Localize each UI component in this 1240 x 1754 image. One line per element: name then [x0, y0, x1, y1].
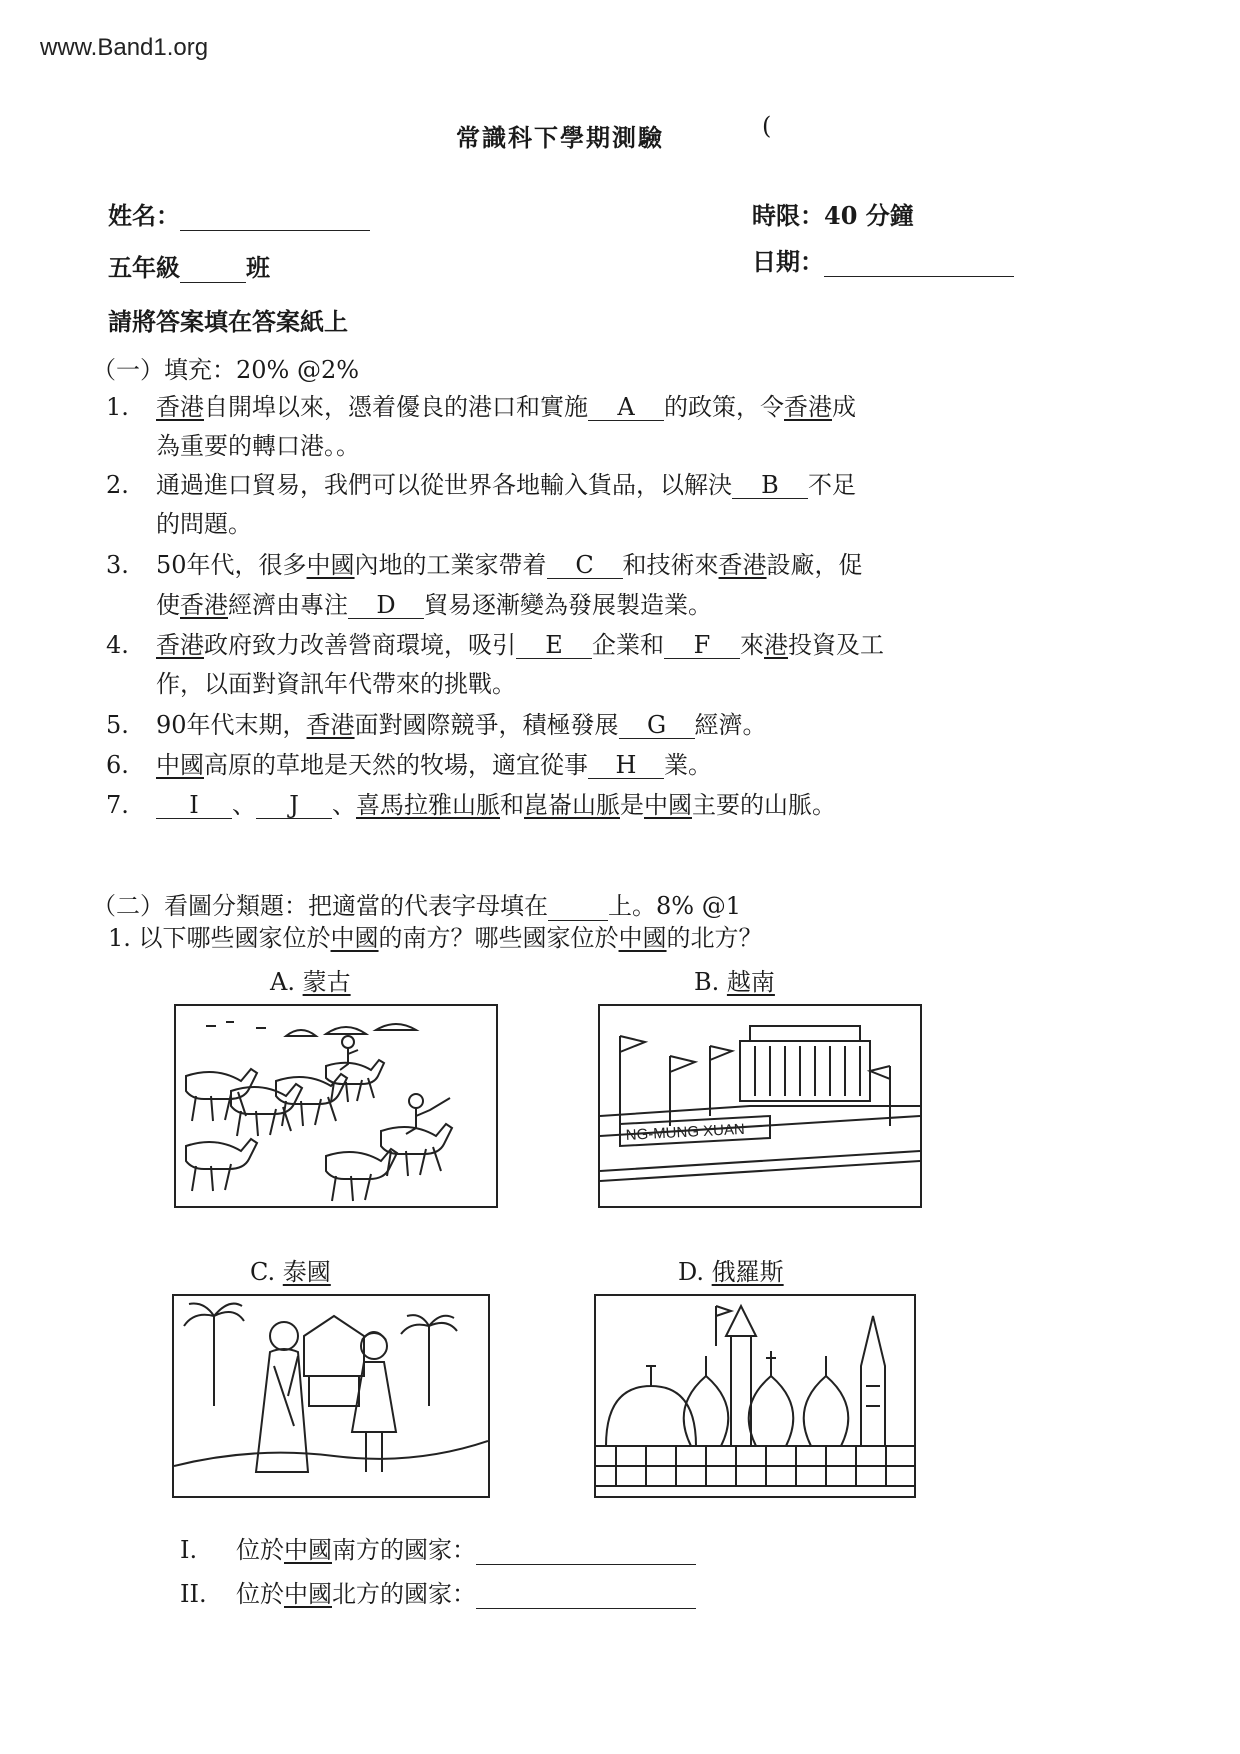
blank-h[interactable]: H [588, 752, 664, 779]
site-watermark: www.Band1.org [40, 34, 209, 61]
answer-south-number: I. [180, 1536, 198, 1564]
q3-hk2: 香港 [180, 591, 228, 619]
yurt-icon [286, 1024, 416, 1036]
section1-heading: （一）填充：20% @2% [92, 356, 360, 384]
q5-number: 5. [106, 711, 129, 739]
q2-number: 2. [106, 471, 129, 499]
caption-c-country: 泰國 [282, 1258, 331, 1286]
caption-b-country: 越南 [726, 968, 775, 996]
answer-north [180, 1574, 696, 1609]
question-2 [106, 472, 856, 499]
q3-text5: 使 [156, 591, 180, 619]
caption-b-letter: B. [694, 968, 720, 996]
q6-china: 中國 [156, 751, 204, 779]
question-3-line2 [156, 592, 712, 619]
q7-himalaya: 喜馬拉雅山脈 [356, 791, 500, 819]
time-limit: 時限：40 分鐘 [752, 201, 914, 230]
s2q-china1: 中國 [330, 924, 379, 952]
blank-i[interactable]: I [156, 792, 232, 819]
q7-is: 是 [620, 791, 644, 819]
cloud-icon [206, 1022, 266, 1028]
section2-heading-a: （二）看圖分類題：把適當的代表字母填在 [92, 892, 548, 920]
blank-a[interactable]: A [588, 394, 664, 421]
caption-c-letter: C. [250, 1258, 276, 1286]
caption-d-letter: D. [678, 1258, 705, 1286]
picture-thailand [172, 1294, 490, 1498]
q1-hk: 香港 [156, 393, 204, 421]
q3-text: 50年代，很多 [156, 551, 307, 579]
q6-text: 高原的草地是天然的牧場，適宜從事 [204, 751, 588, 779]
q5-text3: 經濟。 [694, 711, 767, 739]
flag-icon [870, 1066, 890, 1126]
onion-dome-icon [749, 1351, 794, 1446]
class-suffix: 班 [246, 253, 270, 282]
title-mark: ( [762, 112, 772, 140]
caption-a-letter: A. [270, 968, 295, 996]
picture-russia [594, 1294, 916, 1498]
onion-dome-icon [804, 1356, 849, 1446]
onion-dome-icon [684, 1356, 729, 1446]
question-1 [106, 394, 856, 421]
q4-text: 政府致力改善營商環境，吸引 [204, 631, 516, 659]
blank-d[interactable]: D [348, 592, 424, 619]
picture-mongolia [174, 1004, 498, 1208]
q7-sep2: 、 [332, 791, 356, 819]
caption-a [270, 962, 351, 997]
q4-text4: 投資及工 [788, 631, 884, 659]
q3-hk: 香港 [718, 551, 767, 579]
question-5 [106, 712, 767, 739]
date-field [752, 242, 1014, 277]
blank-f[interactable]: F [664, 632, 740, 659]
answer-north-text2: 北方的國家： [332, 1580, 476, 1608]
q1-number: 1. [106, 393, 129, 421]
q2-text: 通過進口貿易，我們可以從世界各地輸入貨品，以解決 [156, 471, 732, 499]
q3-text7: 貿易逐漸變為發展製造業。 [424, 591, 712, 619]
horse-rider-icon [326, 1036, 384, 1102]
russia-illustration [596, 1296, 914, 1496]
thailand-illustration [174, 1296, 488, 1496]
q7-kunlun: 崑崙山脈 [524, 791, 620, 819]
blank-j[interactable]: J [256, 792, 332, 819]
q1-text2: 的政策，令 [664, 393, 784, 421]
answer-north-blank[interactable] [476, 1580, 696, 1609]
flag-icon [670, 1056, 695, 1126]
q4-port: 港 [764, 631, 788, 659]
section2-heading-blank [548, 892, 608, 921]
caption-d-country: 俄羅斯 [711, 1258, 784, 1286]
q1-text: 自開埠以來，憑着優良的港口和實施 [204, 393, 588, 421]
name-blank[interactable] [180, 202, 370, 231]
mausoleum-sign-text: NG-MUNG XUAN [625, 1120, 746, 1144]
answer-north-number: II. [180, 1580, 207, 1608]
caption-a-country: 蒙古 [302, 968, 351, 996]
q6-number: 6. [106, 751, 129, 779]
question-2-line2: 的問題。 [156, 510, 252, 538]
blank-c[interactable]: C [547, 552, 623, 579]
date-label: 日期： [752, 247, 824, 276]
answer-south-text2: 南方的國家： [332, 1536, 476, 1564]
class-field [108, 248, 270, 283]
section2-heading [92, 886, 741, 921]
s2q-text1: 1. 以下哪些國家位於 [108, 924, 331, 952]
question-4-line2: 作，以面對資訊年代帶來的挑戰。 [156, 670, 516, 698]
q4-hk: 香港 [156, 631, 204, 659]
caption-c [250, 1252, 331, 1287]
q2-text2: 不足 [808, 471, 856, 499]
vietnam-illustration [600, 1006, 920, 1206]
q4-number: 4. [106, 631, 129, 659]
picture-vietnam [598, 1004, 922, 1208]
section2-question [108, 926, 763, 950]
horse-icon [231, 1084, 302, 1136]
palm-tree-icon [401, 1315, 457, 1406]
answer-south [180, 1530, 696, 1565]
caption-b [694, 962, 775, 997]
mausoleum-icon [740, 1026, 870, 1101]
q5-text: 90年代末期， [156, 711, 307, 739]
q7-sep1: 、 [232, 791, 256, 819]
blank-b[interactable]: B [732, 472, 808, 499]
q7-number: 7. [106, 791, 129, 819]
s2q-text2: 的南方？哪些國家位於 [378, 924, 619, 952]
flag-icon [716, 1306, 731, 1346]
q3-china: 中國 [306, 551, 355, 579]
q5-text2: 面對國際競爭，積極發展 [354, 711, 619, 739]
s2q-china2: 中國 [618, 924, 667, 952]
question-4 [106, 632, 884, 659]
name-field [108, 196, 370, 231]
q7-and: 和 [500, 791, 524, 819]
class-blank[interactable] [180, 254, 246, 283]
caption-d [678, 1252, 784, 1287]
question-1-line2: 為重要的轉口港。。 [156, 432, 360, 460]
palm-tree-icon [184, 1304, 244, 1407]
q3-text4: 設廠，促 [766, 551, 863, 579]
question-3 [106, 552, 863, 579]
answer-south-blank[interactable] [476, 1536, 696, 1565]
answer-north-china: 中國 [284, 1580, 332, 1608]
q5-hk: 香港 [306, 711, 355, 739]
tower-icon [726, 1306, 756, 1446]
q3-text2: 內地的工業家帶着 [354, 551, 547, 579]
answer-south-china: 中國 [284, 1536, 332, 1564]
q1-hk2: 香港 [784, 393, 832, 421]
question-6 [106, 752, 712, 779]
blank-e[interactable]: E [516, 632, 592, 659]
q4-text2: 企業和 [592, 631, 664, 659]
q3-text3: 和技術來 [622, 551, 719, 579]
q4-text3: 來 [740, 631, 764, 659]
instruction: 請將答案填在答案紙上 [108, 307, 348, 336]
section2-heading-b: 上。8% @1 [608, 892, 741, 920]
monk-icon [256, 1322, 308, 1472]
question-7 [106, 792, 836, 819]
q7-china: 中國 [644, 791, 692, 819]
q3-text6: 經濟由專注 [228, 591, 348, 619]
q1-text3: 成 [832, 393, 856, 421]
dome-icon [606, 1366, 696, 1446]
name-label: 姓名： [108, 201, 180, 230]
mongolia-illustration [176, 1006, 496, 1206]
horse-icon [186, 1139, 257, 1191]
answer-south-text1: 位於 [236, 1536, 284, 1564]
date-blank[interactable] [824, 248, 1014, 277]
flag-icon [710, 1046, 732, 1116]
q7-text: 主要的山脈。 [692, 791, 836, 819]
spire-icon [861, 1316, 885, 1446]
temple-icon [304, 1316, 364, 1406]
q6-text2: 業。 [664, 751, 712, 779]
s2q-text3: 的北方？ [666, 924, 763, 952]
class-prefix: 五年級 [108, 253, 180, 282]
q3-number: 3. [106, 551, 129, 579]
answer-north-text1: 位於 [236, 1580, 284, 1608]
blank-g[interactable]: G [619, 712, 695, 739]
page-title: 常識科下學期測驗 [456, 123, 664, 152]
